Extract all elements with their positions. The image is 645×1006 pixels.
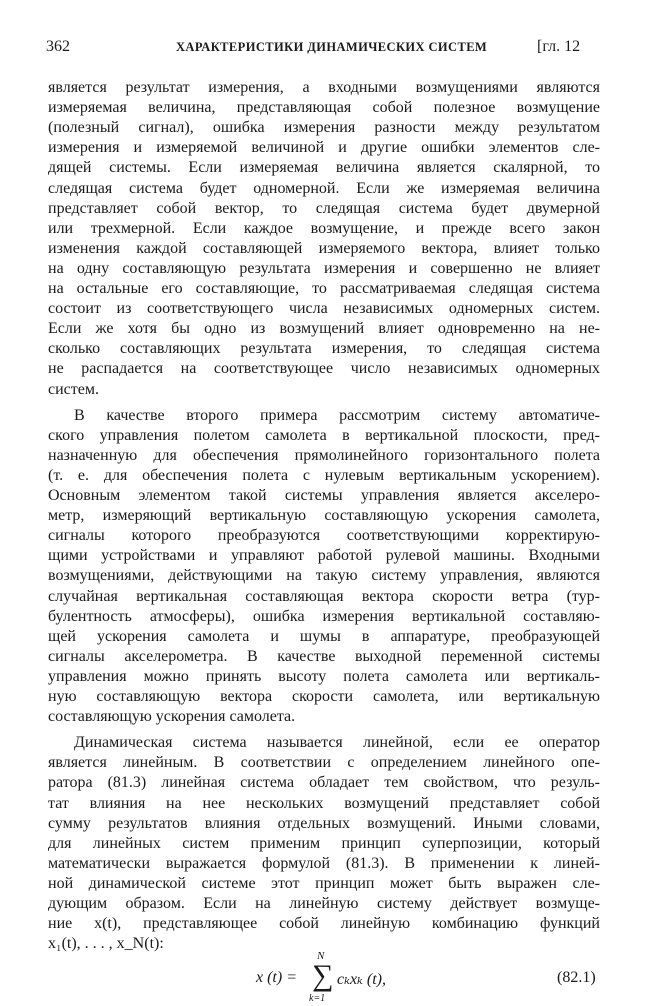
text-line: возмущениями, действующими на такую систему управления, являются bbox=[48, 567, 600, 585]
text-line: управления можно принять высоту полета самолета или вертикаль- bbox=[48, 667, 600, 685]
text-line: щей ускорения самолета и шумы в аппаратуре, преобразующей bbox=[48, 627, 600, 645]
text-line: является результат измерения, а входными возмущениями являются bbox=[48, 79, 600, 96]
text-line: изменения каждой составляющей измеряемого вектора, влияет только bbox=[48, 239, 600, 257]
text-line: сумму результатов влияния отдельных возмущений. Иными словами, bbox=[48, 814, 600, 832]
text-line: состоит из соответствующего числа независимых одномерных систем. bbox=[48, 300, 600, 318]
text-line: Если же хотя бы одно из возмущений влияет одновременно на не- bbox=[48, 320, 600, 338]
text-line: (полезный сигнал), ошибка измерения разности между результатом bbox=[48, 119, 600, 137]
equation-82-1 bbox=[0, 950, 645, 1006]
text-line: назначенную для обеспечения прямолинейного горизонтального полета bbox=[48, 446, 600, 464]
text-line: составляющую ускорения самолета. bbox=[48, 708, 296, 726]
running-title: ХАРАКТЕРИСТИКИ ДИНАМИЧЕСКИХ СИСТЕМ bbox=[176, 40, 488, 54]
page-header bbox=[0, 38, 645, 60]
text-line: систем. bbox=[48, 380, 99, 398]
text-line: сигналы акселерометра. В качестве выходной переменной системы bbox=[48, 647, 600, 665]
text-line: математически выражается формулой (81.3). В применении к линей- bbox=[48, 854, 600, 872]
text-line: или трехмерной. Если каждое возмущение, и прежде всего закон bbox=[48, 219, 600, 237]
text-line: для линейных систем применим принцип суперпозиции, который bbox=[48, 834, 600, 852]
text-line: щими устройствами и управляют работой рулевой машины. Входными bbox=[48, 547, 600, 565]
sum-lower-limit: k=1 bbox=[309, 993, 326, 1005]
text-line: тат влияния на нее нескольких возмущений представляет собой bbox=[48, 794, 600, 812]
chapter-marker: [гл. 12 bbox=[537, 38, 581, 55]
text-line: дящей системы. Если измеряемая величина является скалярной, то bbox=[48, 159, 600, 177]
text-line: измеряемая величина, представляющая собой полезное возмущение bbox=[48, 99, 600, 117]
text-line: случайная вертикальная составляющая вектора скорости ветра (тур- bbox=[48, 587, 600, 605]
text-line: дующим образом. Если на линейную систему действует возмуще- bbox=[48, 895, 600, 912]
text-line: ние x(t), представляющее собой линейную комбинацию функций bbox=[48, 915, 600, 933]
text-line: Основным элементом такой системы управления является акселеро- bbox=[48, 487, 600, 504]
page-number: 362 bbox=[46, 38, 70, 55]
text-line: В качестве второго примера рассмотрим систему автоматиче- bbox=[74, 406, 600, 424]
text-line: ную составляющую вектора скорости самолета, или вертикальную bbox=[48, 688, 600, 705]
text-line: метр, измеряющий вертикальную составляющую ускорения самолета, bbox=[48, 507, 600, 525]
text-line: является линейным. В соответствии с определением линейного опе- bbox=[48, 754, 600, 772]
text-line: представляет собой вектор, то следящая система будет двумерной bbox=[48, 199, 600, 217]
text-line: ского управления полетом самолета в вертикальной плоскости, пред- bbox=[48, 426, 600, 444]
text-line: Динамическая система называется линейной, если ее оператор bbox=[74, 734, 600, 752]
summation-sign: ∑ bbox=[312, 959, 334, 993]
text-line: булентность атмосферы), ошибка измерения вертикальной составляю- bbox=[48, 607, 600, 625]
text-line: не распадается на соответствующее число независимых одномерных bbox=[48, 360, 600, 378]
formula-lhs: x (t) = bbox=[256, 969, 297, 987]
text-line: на остальные его составляющие, то рассматриваемая следящая система bbox=[48, 280, 600, 297]
formula-rhs: cₖxₖ (t), bbox=[337, 971, 386, 989]
text-line: ной динамической системе этот принцип может быть выражен сле- bbox=[48, 874, 600, 892]
equation-number: (82.1) bbox=[557, 969, 596, 987]
text-line: сколько составляющих результата измерения, то следящая система bbox=[48, 340, 600, 358]
text-line: ратора (81.3) линейная система обладает тем свойством, что резуль- bbox=[48, 774, 600, 792]
sum-upper-limit: N bbox=[317, 950, 325, 963]
text-line: сигналы которого преобразуются соответствующими корректирую- bbox=[48, 527, 600, 545]
text-line: x₁(t), . . . , x_N(t): bbox=[48, 935, 164, 953]
text-line: на одну составляющую результата измерения и совершенно не влияет bbox=[48, 259, 600, 277]
text-line: следящая система будет одномерной. Если же измеряемая величина bbox=[48, 179, 600, 197]
text-line: (т. е. для обеспечения полета с нулевым вертикальным ускорением). bbox=[48, 466, 600, 484]
text-line: измерения и измеряемой величиной и другие ошибки элементов сле- bbox=[48, 139, 600, 157]
